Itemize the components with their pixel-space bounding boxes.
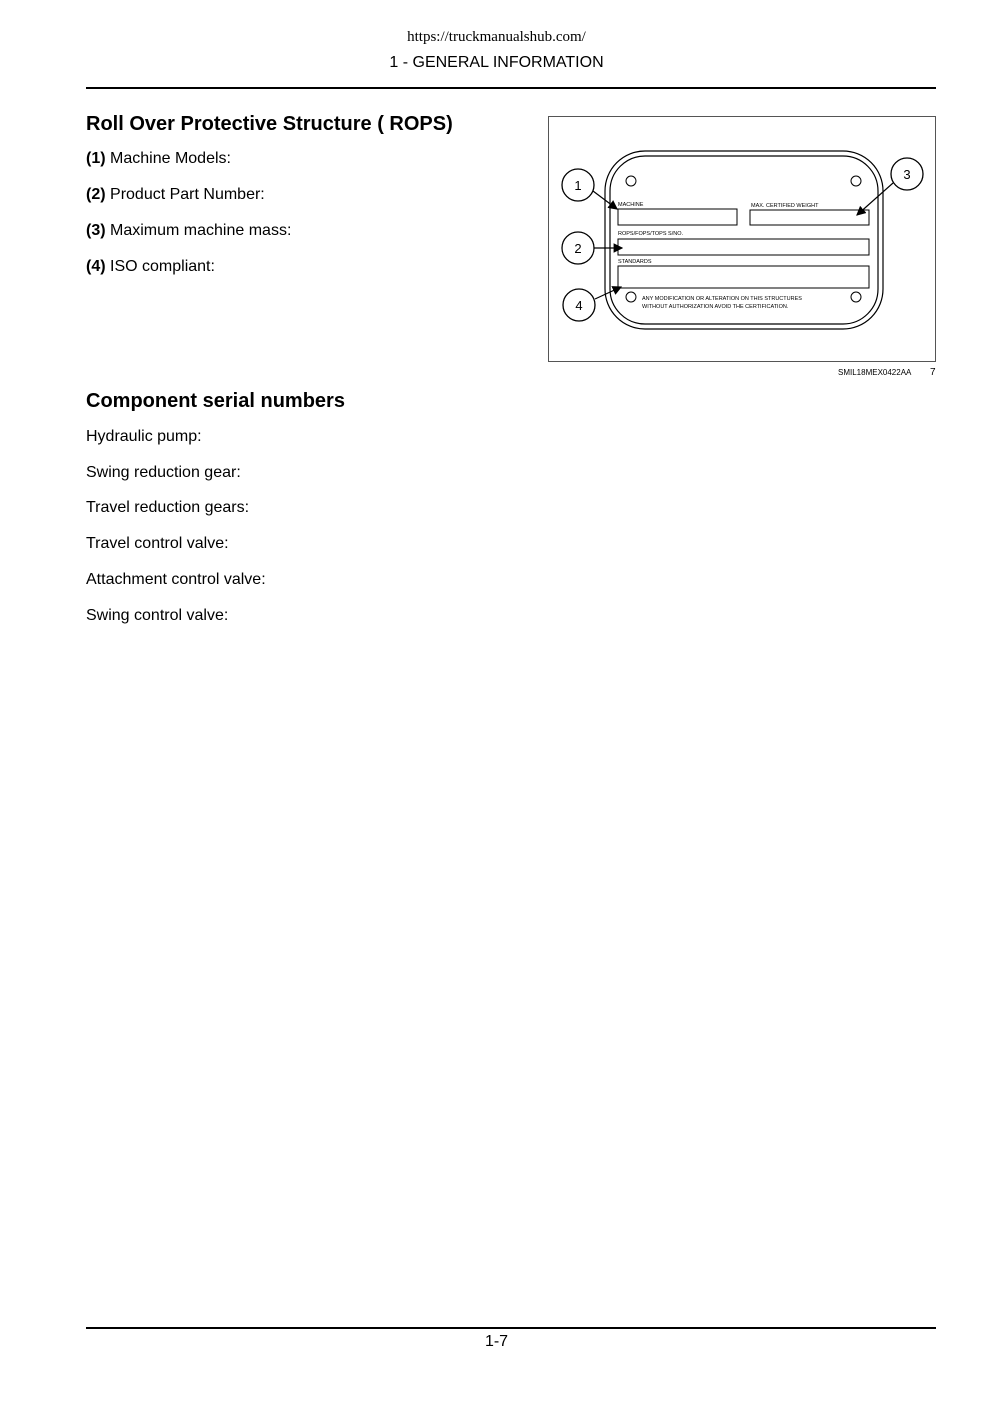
plate-label-standards: STANDARDS	[618, 259, 652, 265]
serial-item: Attachment control valve:	[86, 571, 266, 588]
plate-box-standards	[618, 266, 869, 288]
rops-item-4	[86, 258, 215, 276]
rops-item-3	[86, 222, 291, 240]
rops-item-number: (2)	[86, 186, 106, 203]
rops-item-label: ISO compliant:	[110, 258, 215, 275]
serial-item: Hydraulic pump:	[86, 428, 202, 445]
rops-plate-diagram	[549, 117, 935, 361]
rops-item-label: Product Part Number:	[110, 186, 265, 203]
rops-item-number: (3)	[86, 222, 106, 239]
plate-box-machine	[618, 209, 737, 225]
rops-item-1	[86, 150, 231, 168]
plate-box-max-weight	[750, 210, 869, 225]
source-url: https://truckmanualshub.com/	[407, 29, 586, 45]
plate-label-machine: MACHINE	[618, 202, 644, 208]
header-divider	[86, 87, 936, 89]
rivet-hole-bottom-left	[626, 292, 636, 302]
figure-number: 7	[930, 367, 936, 378]
callout-2-label: 2	[574, 241, 582, 256]
plate-warning-line-1: ANY MODIFICATION OR ALTERATION ON THIS STRUCTURES	[642, 296, 802, 302]
page-number: 1-7	[484, 1333, 509, 1350]
chapter-title: 1 - GENERAL INFORMATION	[389, 54, 604, 71]
rops-item-2	[86, 186, 265, 204]
callout-4-arrow	[595, 287, 621, 299]
rivet-hole-top-right	[851, 176, 861, 186]
serial-item: Swing reduction gear:	[86, 464, 241, 481]
serial-item: Swing control valve:	[86, 607, 229, 624]
rops-section-title: Roll Over Protective Structure ( ROPS)	[86, 113, 453, 135]
plate-box-rops-no	[618, 239, 869, 255]
rops-item-label: Machine Models:	[110, 150, 231, 167]
rops-item-number: (4)	[86, 258, 106, 275]
plate-outer-border	[605, 151, 883, 329]
serial-item: Travel reduction gears:	[86, 499, 250, 516]
rops-plate-figure	[548, 116, 936, 362]
callout-3-label: 3	[903, 167, 911, 182]
figure-caption: SMIL18MEX0422AA	[838, 368, 912, 377]
plate-label-rops-no: ROPS/FOPS/TOPS S/NO.	[618, 231, 683, 237]
serials-section-title: Component serial numbers	[86, 390, 345, 412]
footer-divider	[86, 1327, 936, 1329]
rivet-hole-bottom-right	[851, 292, 861, 302]
rops-item-number: (1)	[86, 150, 106, 167]
rops-item-label: Maximum machine mass:	[110, 222, 292, 239]
plate-label-max-weight: MAX. CERTIFIED WEIGHT	[751, 203, 819, 209]
callout-3-arrow	[857, 183, 893, 215]
serial-item: Travel control valve:	[86, 535, 229, 552]
rivet-hole-top-left	[626, 176, 636, 186]
callout-4-label: 4	[575, 298, 583, 313]
plate-warning-line-2: WITHOUT AUTHORIZATION AVOID THE CERTIFICATION.	[642, 304, 789, 310]
callout-1-label: 1	[574, 178, 582, 193]
